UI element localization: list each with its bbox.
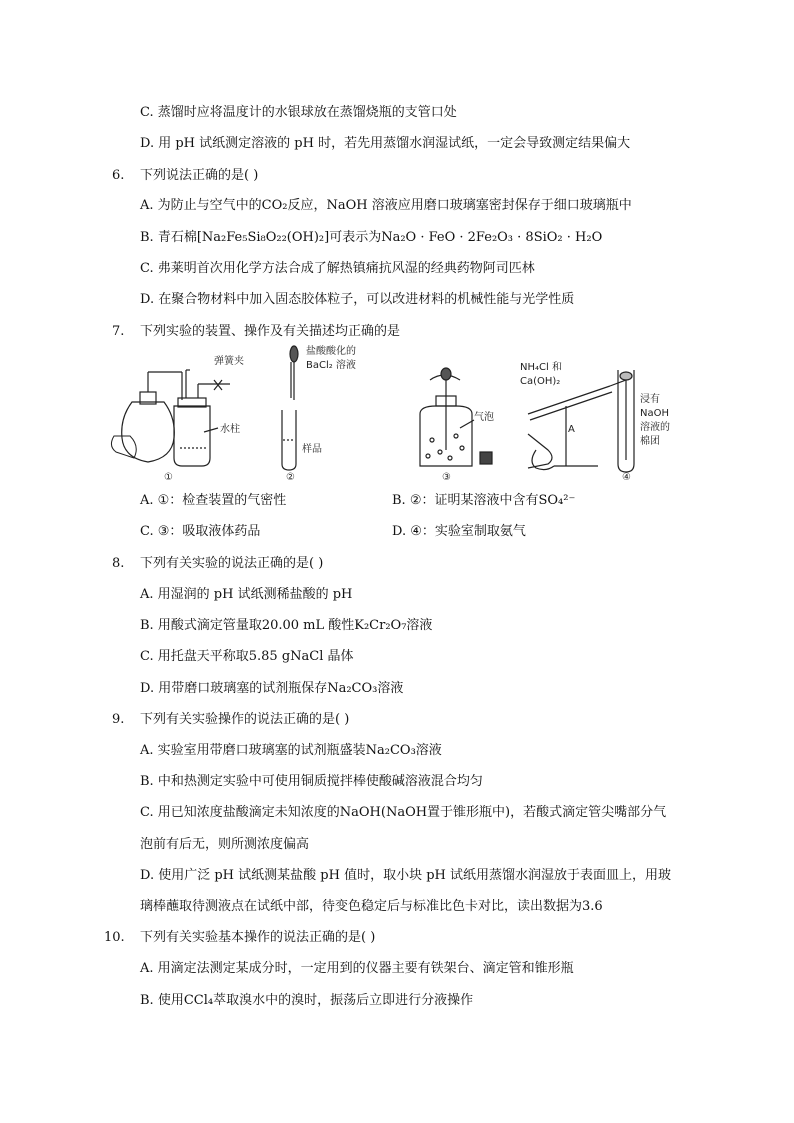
q8-stem: 下列有关实验的说法正确的是( ) <box>140 556 324 571</box>
q5-option-d: D. 用 pH 试纸测定溶液的 pH 时，若先用蒸馏水润湿试纸，一定会导致测定结果偏大 <box>140 136 631 151</box>
q10-option-a: A. 用滴定法测定某成分时，一定用到的仪器主要有铁架台、滴定管和锥形瓶 <box>140 961 574 976</box>
q6-option-b: B. 青石棉[Na₂Fe₅Si₈O₂₂(OH)₂]可表示为Na₂O · FeO · 2Fe₂O₃ · 8SiO₂ · H₂O <box>140 230 603 245</box>
label-water-column: 水柱 <box>220 424 240 435</box>
q10-number: 10. <box>104 930 125 945</box>
q7-option-b: B. ②：证明某溶液中含有SO₄²⁻ <box>392 493 576 508</box>
q9-option-d-line2: 璃棒蘸取待测液点在试纸中部，待变色稳定后与标准比色卡对比，读出数据为3.6 <box>140 899 603 914</box>
label-nh4cl-line1: NH₄Cl 和 <box>520 362 562 373</box>
apparatus-2-test-tube <box>282 346 298 470</box>
q9-option-b: B. 中和热测定实验中可使用铜质搅拌棒使酸碱溶液混合均匀 <box>140 774 483 789</box>
q8-option-c: C. 用托盘天平称取5.85 gNaCl 晶体 <box>140 649 354 664</box>
apparatus-1-airtightness <box>111 370 230 466</box>
q7-stem: 下列实验的装置、操作及有关描述均正确的是 <box>140 324 401 339</box>
q5-option-c: C. 蒸馏时应将温度计的水银球放在蒸馏烧瓶的支管口处 <box>140 105 457 120</box>
label-cotton-line4: 棉团 <box>640 436 660 447</box>
label-cotton-line3: 溶液的 <box>640 422 670 433</box>
label-cotton-line1: 浸有 <box>640 394 660 405</box>
label-sample: 样品 <box>302 444 322 455</box>
q9-option-a: A. 实验室用带磨口玻璃塞的试剂瓶盛装Na₂CO₃溶液 <box>140 743 442 758</box>
apparatus-2-label: ② <box>286 472 295 483</box>
q7-option-d: D. ④：实验室制取氨气 <box>392 524 526 539</box>
label-nh4cl-line2: Ca(OH)₂ <box>520 376 561 387</box>
q8-option-b: B. 用酸式滴定管量取20.00 mL 酸性K₂Cr₂O₇溶液 <box>140 618 433 633</box>
apparatus-1-label: ① <box>164 472 173 483</box>
q9-number: 9. <box>112 712 125 727</box>
q9-option-c-line2: 泡前有后无，则所测浓度偏高 <box>140 837 310 852</box>
label-spring-clip: 弹簧夹 <box>214 356 244 367</box>
q6-stem: 下列说法正确的是( ) <box>140 168 259 183</box>
q6-option-a: A. 为防止与空气中的CO₂反应，NaOH 溶液应用磨口玻璃塞密封保存于细口玻璃瓶中 <box>140 198 632 213</box>
q9-option-c-line1: C. 用已知浓度盐酸滴定未知浓度的NaOH(NaOH置于锥形瓶中)，若酸式滴定管尖嘴部分气 <box>140 805 667 820</box>
q10-stem: 下列有关实验基本操作的说法正确的是( ) <box>140 930 376 945</box>
label-bubbles: 气泡 <box>474 412 494 423</box>
q9-option-d-line1: D. 使用广泛 pH 试纸测某盐酸 pH 值时，取小块 pH 试纸用蒸馏水润湿放于表面皿上，用玻 <box>140 868 671 883</box>
q8-number: 8. <box>112 556 125 571</box>
q7-number: 7. <box>112 324 125 339</box>
q6-number: 6. <box>112 168 125 183</box>
q6-option-c: C. 弗莱明首次用化学方法合成了解热镇痛抗风湿的经典药物阿司匹林 <box>140 261 535 276</box>
apparatus-3-label: ③ <box>442 472 451 483</box>
q9-stem: 下列有关实验操作的说法正确的是( ) <box>140 712 350 727</box>
apparatus-4-label: ④ <box>622 472 631 483</box>
label-point-a: A <box>568 424 575 435</box>
label-reagent-line2: BaCl₂ 溶液 <box>306 360 356 371</box>
q7-option-c: C. ③：吸取液体药品 <box>140 524 261 539</box>
q8-option-a: A. 用湿润的 pH 试纸测稀盐酸的 pH <box>140 587 353 602</box>
q7-option-a: A. ①：检查装置的气密性 <box>140 493 287 508</box>
label-cotton-line2: NaOH <box>640 408 669 419</box>
q6-option-d: D. 在聚合物材料中加入固态胶体粒子，可以改进材料的机械性能与光学性质 <box>140 292 575 307</box>
q8-option-d: D. 用带磨口玻璃塞的试剂瓶保存Na₂CO₃溶液 <box>140 681 404 696</box>
q10-option-b: B. 使用CCl₄萃取溴水中的溴时，振荡后立即进行分液操作 <box>140 993 474 1008</box>
label-reagent-line1: 盐酸酸化的 <box>306 346 356 357</box>
q7-apparatus-figure <box>110 340 680 485</box>
